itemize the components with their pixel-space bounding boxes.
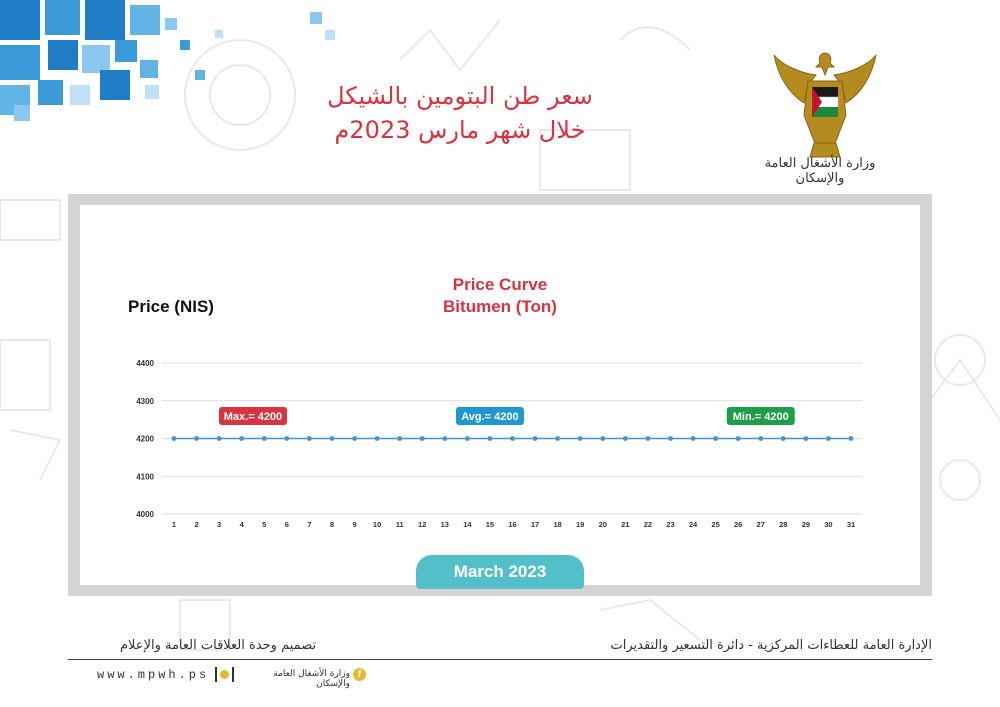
data-point [397,436,402,441]
data-point [600,436,605,441]
website-link[interactable]: www.mpwh.ps [97,668,210,682]
facebook-icon[interactable]: f [353,668,366,681]
page-subtitle: خلال شهر مارس 2023م [334,116,586,144]
data-point [262,436,267,441]
chart-subtitle: Bitumen (Ton) [443,297,557,316]
y-tick-label: 4000 [136,510,154,519]
x-tick-label: 18 [553,520,562,529]
data-point [172,436,177,441]
x-tick-label: 29 [801,520,811,529]
data-point [420,436,425,441]
x-tick-label: 20 [598,520,607,529]
design-credit: تصميم وحدة العلاقات العامة والإعلام [120,638,317,653]
x-tick-label: 3 [217,520,222,529]
data-point [849,436,854,441]
min-badge-label: Min.= 4200 [732,411,789,423]
divider-bar [215,667,217,682]
x-tick-label: 27 [756,520,765,529]
x-tick-label: 22 [643,520,653,529]
data-point [488,436,493,441]
x-tick-label: 19 [576,520,585,529]
data-point [352,436,357,441]
data-point [668,436,673,441]
x-tick-label: 9 [352,520,357,529]
x-tick-label: 4 [239,520,244,529]
min-badge [727,407,795,425]
stat-badges [219,407,795,425]
data-point [510,436,515,441]
data-point [555,436,560,441]
data-point [736,436,741,441]
x-tick-label: 5 [262,520,267,529]
department-credit: الإدارة العامة للعطاءات المركزية - دائرة التسعير والتقديرات [610,638,932,653]
data-point [442,436,447,441]
x-tick-label: 31 [846,520,856,529]
data-point [578,436,583,441]
y-tick-label: 4200 [136,434,154,444]
divider-bar [232,667,234,682]
x-tick-label: 21 [621,520,630,529]
avg-badge [456,407,524,425]
x-tick-label: 11 [395,520,404,529]
data-point [533,436,538,441]
x-tick-label: 8 [329,520,335,529]
page-title: سعر طن البتومين بالشيكل [327,82,593,110]
data-point [307,436,312,441]
x-tick-label: 1 [171,520,177,529]
ministry-name: وزارة الأشغال العامة والإسكان [764,156,876,186]
x-tick-label: 28 [779,520,788,529]
data-point [239,436,244,441]
data-point [465,436,470,441]
x-tick-label: 2 [194,520,199,529]
x-tick-label: 26 [733,520,743,529]
data-point [284,436,289,441]
x-tick-labels [172,520,855,529]
data-point [781,436,786,441]
data-point [758,436,763,441]
x-tick-label: 6 [284,520,289,529]
x-tick-label: 14 [463,520,472,529]
data-point [194,436,199,441]
y-tick-label: 4400 [136,359,154,368]
x-tick-label: 12 [418,520,427,529]
footer-divider [68,659,932,660]
x-tick-label: 17 [530,520,540,529]
x-tick-label: 30 [824,520,833,529]
x-tick-label: 7 [307,520,312,529]
facebook-page-link[interactable]: وزارة الأشغال العامة والإسكان [273,669,350,689]
data-point [330,436,335,441]
x-tick-label: 23 [666,520,675,529]
x-tick-label: 13 [440,520,449,529]
y-tick-labels [136,359,154,519]
max-badge [219,407,287,425]
month-label: March 2023 [416,555,584,589]
data-point [375,436,380,441]
data-point [713,436,718,441]
data-point [217,436,222,441]
max-badge-label: Max.= 4200 [223,411,283,423]
data-point [691,436,696,441]
x-tick-label: 24 [688,520,698,529]
chart-title: Price Curve [452,275,548,294]
x-tick-label: 16 [508,520,517,529]
data-point [826,436,831,441]
data-point [646,436,651,441]
data-point [803,436,808,441]
x-tick-label: 15 [485,520,495,529]
data-point [623,436,628,441]
x-tick-label: 25 [711,520,720,529]
avg-badge-label: Avg.= 4200 [461,411,519,423]
y-tick-label: 4100 [136,472,154,482]
y-axis-label: Price (NIS) [128,297,214,316]
y-tick-label: 4300 [136,396,154,406]
x-tick-label: 10 [372,520,382,529]
separator-dot [220,670,229,679]
